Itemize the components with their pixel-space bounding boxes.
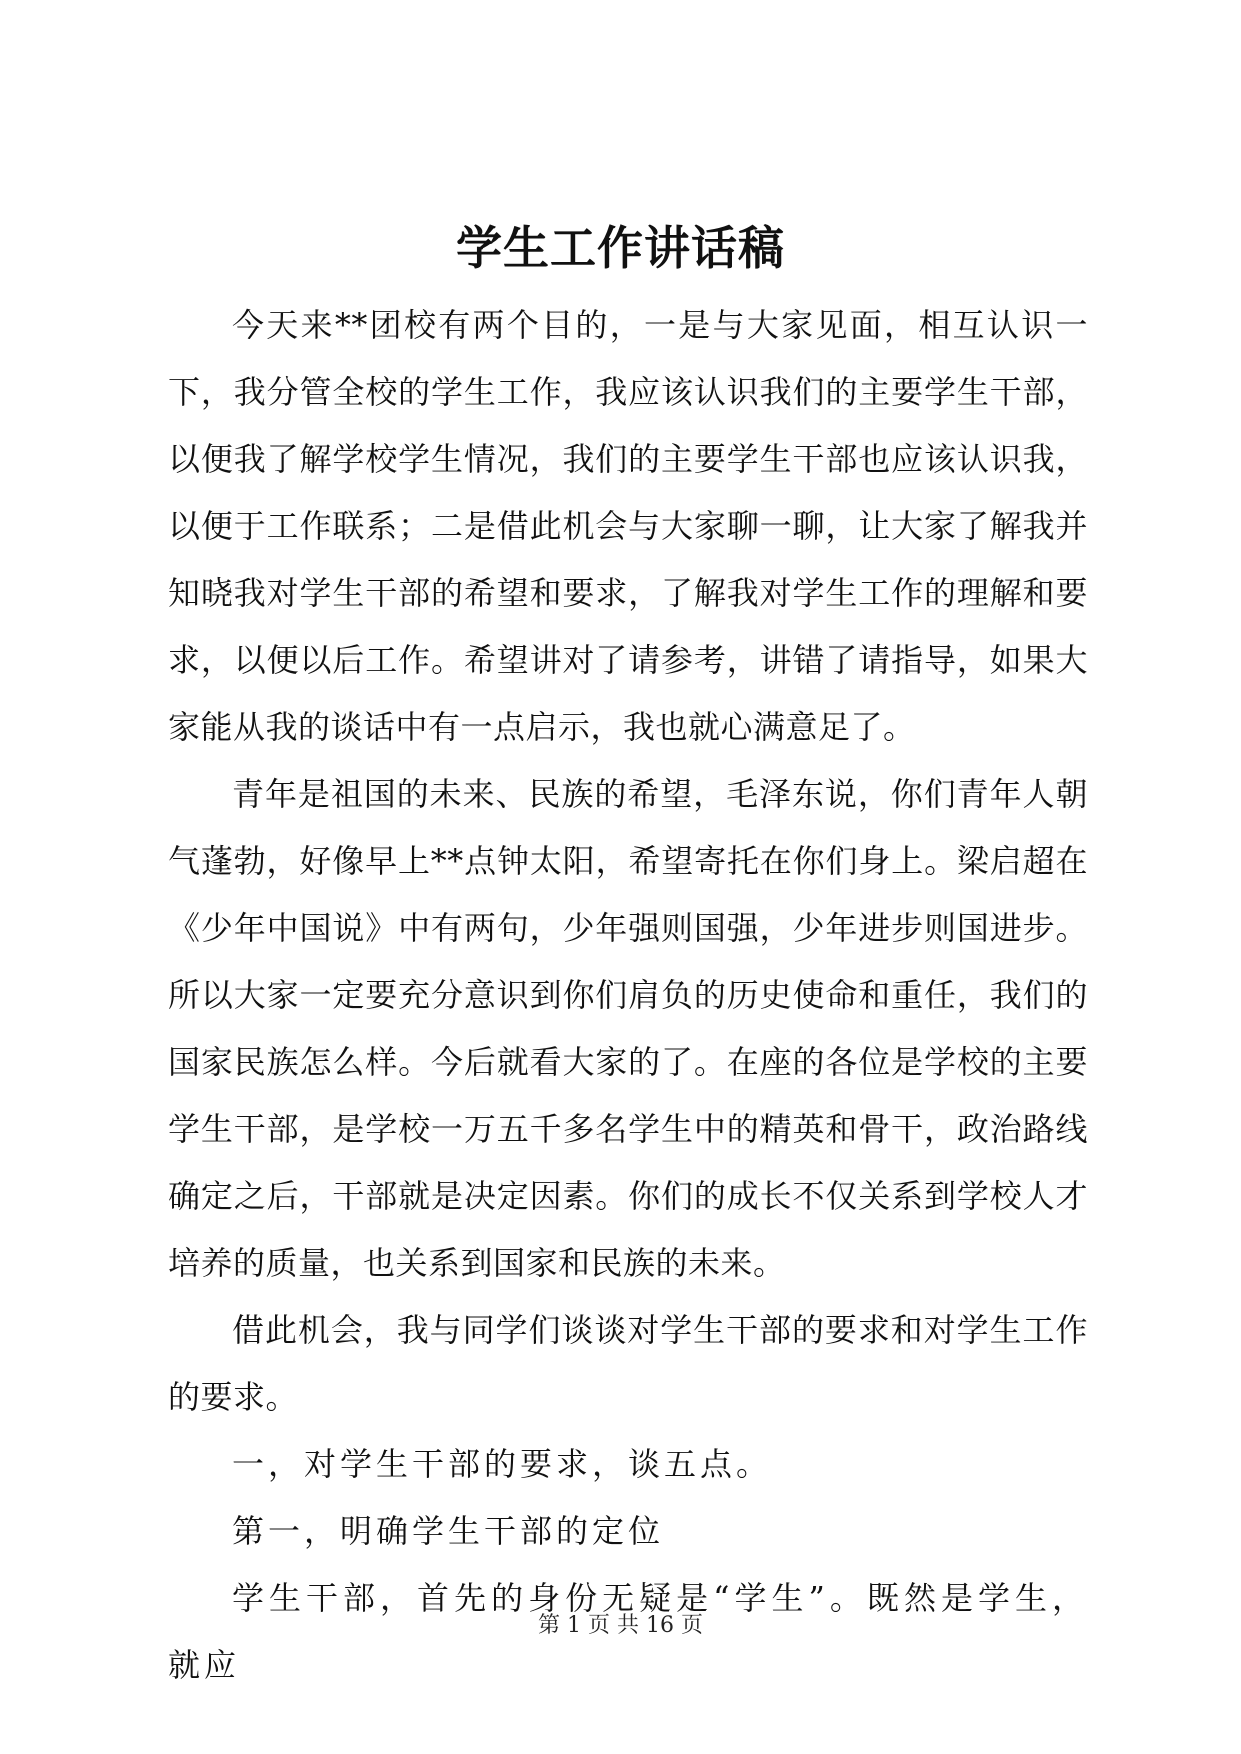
page-number-footer: 第 1 页 共 16 页 bbox=[538, 1613, 703, 1638]
document-body bbox=[168, 292, 1088, 1699]
document-title: 学生工作讲话稿 bbox=[456, 221, 785, 275]
paragraph-youth: 青年是祖国的未来、民族的希望，毛泽东说，你们青年人朝气蓬勃，好像早上**点钟太阳，希望寄托在你们身上。梁启超在《少年中国说》中有两句，少年强则国强，少年进步则国进步。所以大家一定要充分意识到你们肩负的历史使命和重任，我们的国家民族怎么样。今后就看大家的了。在座的各位是学校的主要学生干部，是学校一万五千多名学生中的精英和骨干，政治路线确定之后，干部就是决定因素。你们的成长不仅关系到学校人才培养的质量，也关系到国家和民族的未来。 bbox=[168, 775, 1088, 1282]
section-heading-one: 一，对学生干部的要求，谈五点。 bbox=[232, 1445, 773, 1483]
paragraph-positioning: 学生干部，首先的身份无疑是“学生”。既然是学生，就应 bbox=[168, 1579, 1088, 1684]
paragraph-occasion: 借此机会，我与同学们谈谈对学生干部的要求和对学生工作的要求。 bbox=[168, 1311, 1088, 1416]
subsection-heading-first: 第一，明确学生干部的定位 bbox=[232, 1512, 665, 1550]
paragraph-intro: 今天来**团校有两个目的，一是与大家见面，相互认识一下，我分管全校的学生工作，我应该认识我们的主要学生干部，以便我了解学校学生情况，我们的主要学生干部也应该认识我，以便于工作联系；二是借此机会与大家聊一聊，让大家了解我并知晓我对学生干部的希望和要求，了解我对学生工作的理解和要求，以便以后工作。希望讲对了请参考，讲错了请指导，如果大家能从我的谈话中有一点启示，我也就心满意足了。 bbox=[168, 306, 1088, 746]
